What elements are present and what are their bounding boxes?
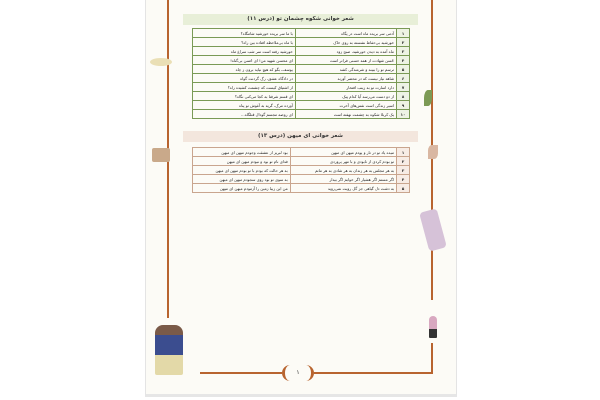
verse-number: ۱ — [397, 29, 410, 38]
verse-number: ۱ — [397, 148, 410, 157]
poem-table-2 — [192, 147, 410, 193]
verse-number: ۳ — [397, 166, 410, 175]
poem-table-1 — [192, 28, 410, 119]
table-row — [193, 47, 410, 56]
verse-first-hemistich: از دو دست می‌رسد آیا کدام پیک — [295, 92, 396, 101]
verse-first-hemistich: آدمی سر بریده ماه است در پگاه — [295, 29, 396, 38]
verse-second-hemistich: یوسف، بگو که هیچ نیاید برون ز چاه — [193, 65, 296, 74]
verse-first-hemistich: اسیر زندگی است نفس‌های آخرت — [295, 101, 396, 110]
inkwell-quill-icon — [429, 316, 437, 338]
verse-first-hemistich: به دشت دل گیاهی جز گل رویت نمی‌روید — [290, 184, 396, 193]
table-row — [193, 92, 410, 101]
verse-second-hemistich: ای روضه مجسم گودال قتلگاه... — [193, 110, 296, 119]
table-row — [193, 38, 410, 47]
verse-first-hemistich: تنیده یاد تو در تار و پودم میهن ای میهن — [290, 148, 396, 157]
feather-icon — [150, 58, 172, 66]
table-row — [193, 175, 410, 184]
verse-first-hemistich: حُسن شهادت از همه حسنی فراتر است — [295, 56, 396, 65]
table-row — [193, 110, 410, 119]
verse-number: ۸ — [397, 92, 410, 101]
verse-first-hemistich: اگر مستم اگر هشیار اگر خوابم اگر بیدار — [290, 175, 396, 184]
page-number: ۱ — [282, 365, 314, 381]
table-row — [193, 56, 410, 65]
quill-icon — [428, 145, 438, 159]
frame-border-right-lower — [431, 343, 433, 373]
table-row — [193, 74, 410, 83]
verse-number: ۷ — [397, 83, 410, 92]
table-row — [193, 157, 410, 166]
table-row — [193, 184, 410, 193]
verse-first-hemistich: شاهد نیاز نیست که در محضر آورند — [295, 74, 396, 83]
verse-number: ۴ — [397, 56, 410, 65]
verse-second-hemistich: به سوی تو بود روی سجودم میهن ای میهن — [193, 175, 291, 184]
verse-second-hemistich: فدای نام تو بود و نبودم میهن ای میهن — [193, 157, 291, 166]
verse-number: ۵ — [397, 65, 410, 74]
table-row — [193, 29, 410, 38]
frame-border-bottom-right — [314, 372, 433, 374]
verse-number: ۶ — [397, 74, 410, 83]
table-row — [193, 166, 410, 175]
verse-second-hemistich: در دادگاه عشق، رگ گردنت گواه — [193, 74, 296, 83]
verse-first-hemistich: خورشید بی‌حفاظ نشسته به روی خاک — [295, 38, 396, 47]
verse-first-hemistich: به هر مجلس به هر زندان به هر شادی به هر ماتم — [290, 166, 396, 175]
verse-number: ۲ — [397, 157, 410, 166]
verse-second-hemistich: با ماه بی‌ملاحظه افتاده بین راه؟ — [193, 38, 296, 47]
verse-second-hemistich: ای قسم شرفتا به کجا می‌کنی نگاه؟ — [193, 92, 296, 101]
verse-second-hemistich: بود لبریز از عشقت وجودم میهن ای میهن — [193, 148, 291, 157]
verse-first-hemistich: تو بودم کردی از نابودی و با مهر پروردی — [290, 157, 396, 166]
verse-first-hemistich: ترسم تو را ببیند و شرمندگی کشد — [295, 65, 396, 74]
verse-number: ۴ — [397, 175, 410, 184]
book-icon — [152, 148, 170, 162]
table-row — [193, 101, 410, 110]
verse-number: ۳ — [397, 47, 410, 56]
verse-number: ۲ — [397, 38, 410, 47]
poet-illustration — [155, 325, 183, 375]
verse-first-hemistich: یک کربلا شکوه به چشمت نهفته است — [295, 110, 396, 119]
verse-second-hemistich: به هر حالت که بودم با تو بودم میهن ای میهن — [193, 166, 291, 175]
verse-number: ۱۰ — [397, 110, 410, 119]
section1-title: شعر خوانی شکوه چشمان تو (درس ۱۱) — [183, 14, 418, 25]
verse-first-hemistich: دارد اسارت تو به زینب افتخار — [295, 83, 396, 92]
verse-second-hemistich: از اشتیاق کیست که چشمت کشیده راه؟ — [193, 83, 296, 92]
table-row — [193, 83, 410, 92]
verse-second-hemistich: ای محسن شهید من! ای حُسن بی‌گناه! — [193, 56, 296, 65]
verse-second-hemistich: من این زیبا زمین را آزمودم میهن ای میهن — [193, 184, 291, 193]
table-row — [193, 65, 410, 74]
verse-first-hemistich: ماه آمده به دیدن خورشید، صبح زود — [295, 47, 396, 56]
leaf-icon — [424, 90, 432, 106]
verse-second-hemistich: با ما سر بریده خورشید شامگاه؟ — [193, 29, 296, 38]
verse-second-hemistich: آورده مرگ، گریه به آغوش تو پناه — [193, 101, 296, 110]
table-row — [193, 148, 410, 157]
verse-number: ۹ — [397, 101, 410, 110]
frame-border-bottom-left — [200, 372, 282, 374]
section2-title: شعر خوانی ای میهن (درس ۱۳) — [183, 131, 418, 142]
verse-second-hemistich: خورشید رفته است سر شب سراغ ماه — [193, 47, 296, 56]
verse-number: ۵ — [397, 184, 410, 193]
